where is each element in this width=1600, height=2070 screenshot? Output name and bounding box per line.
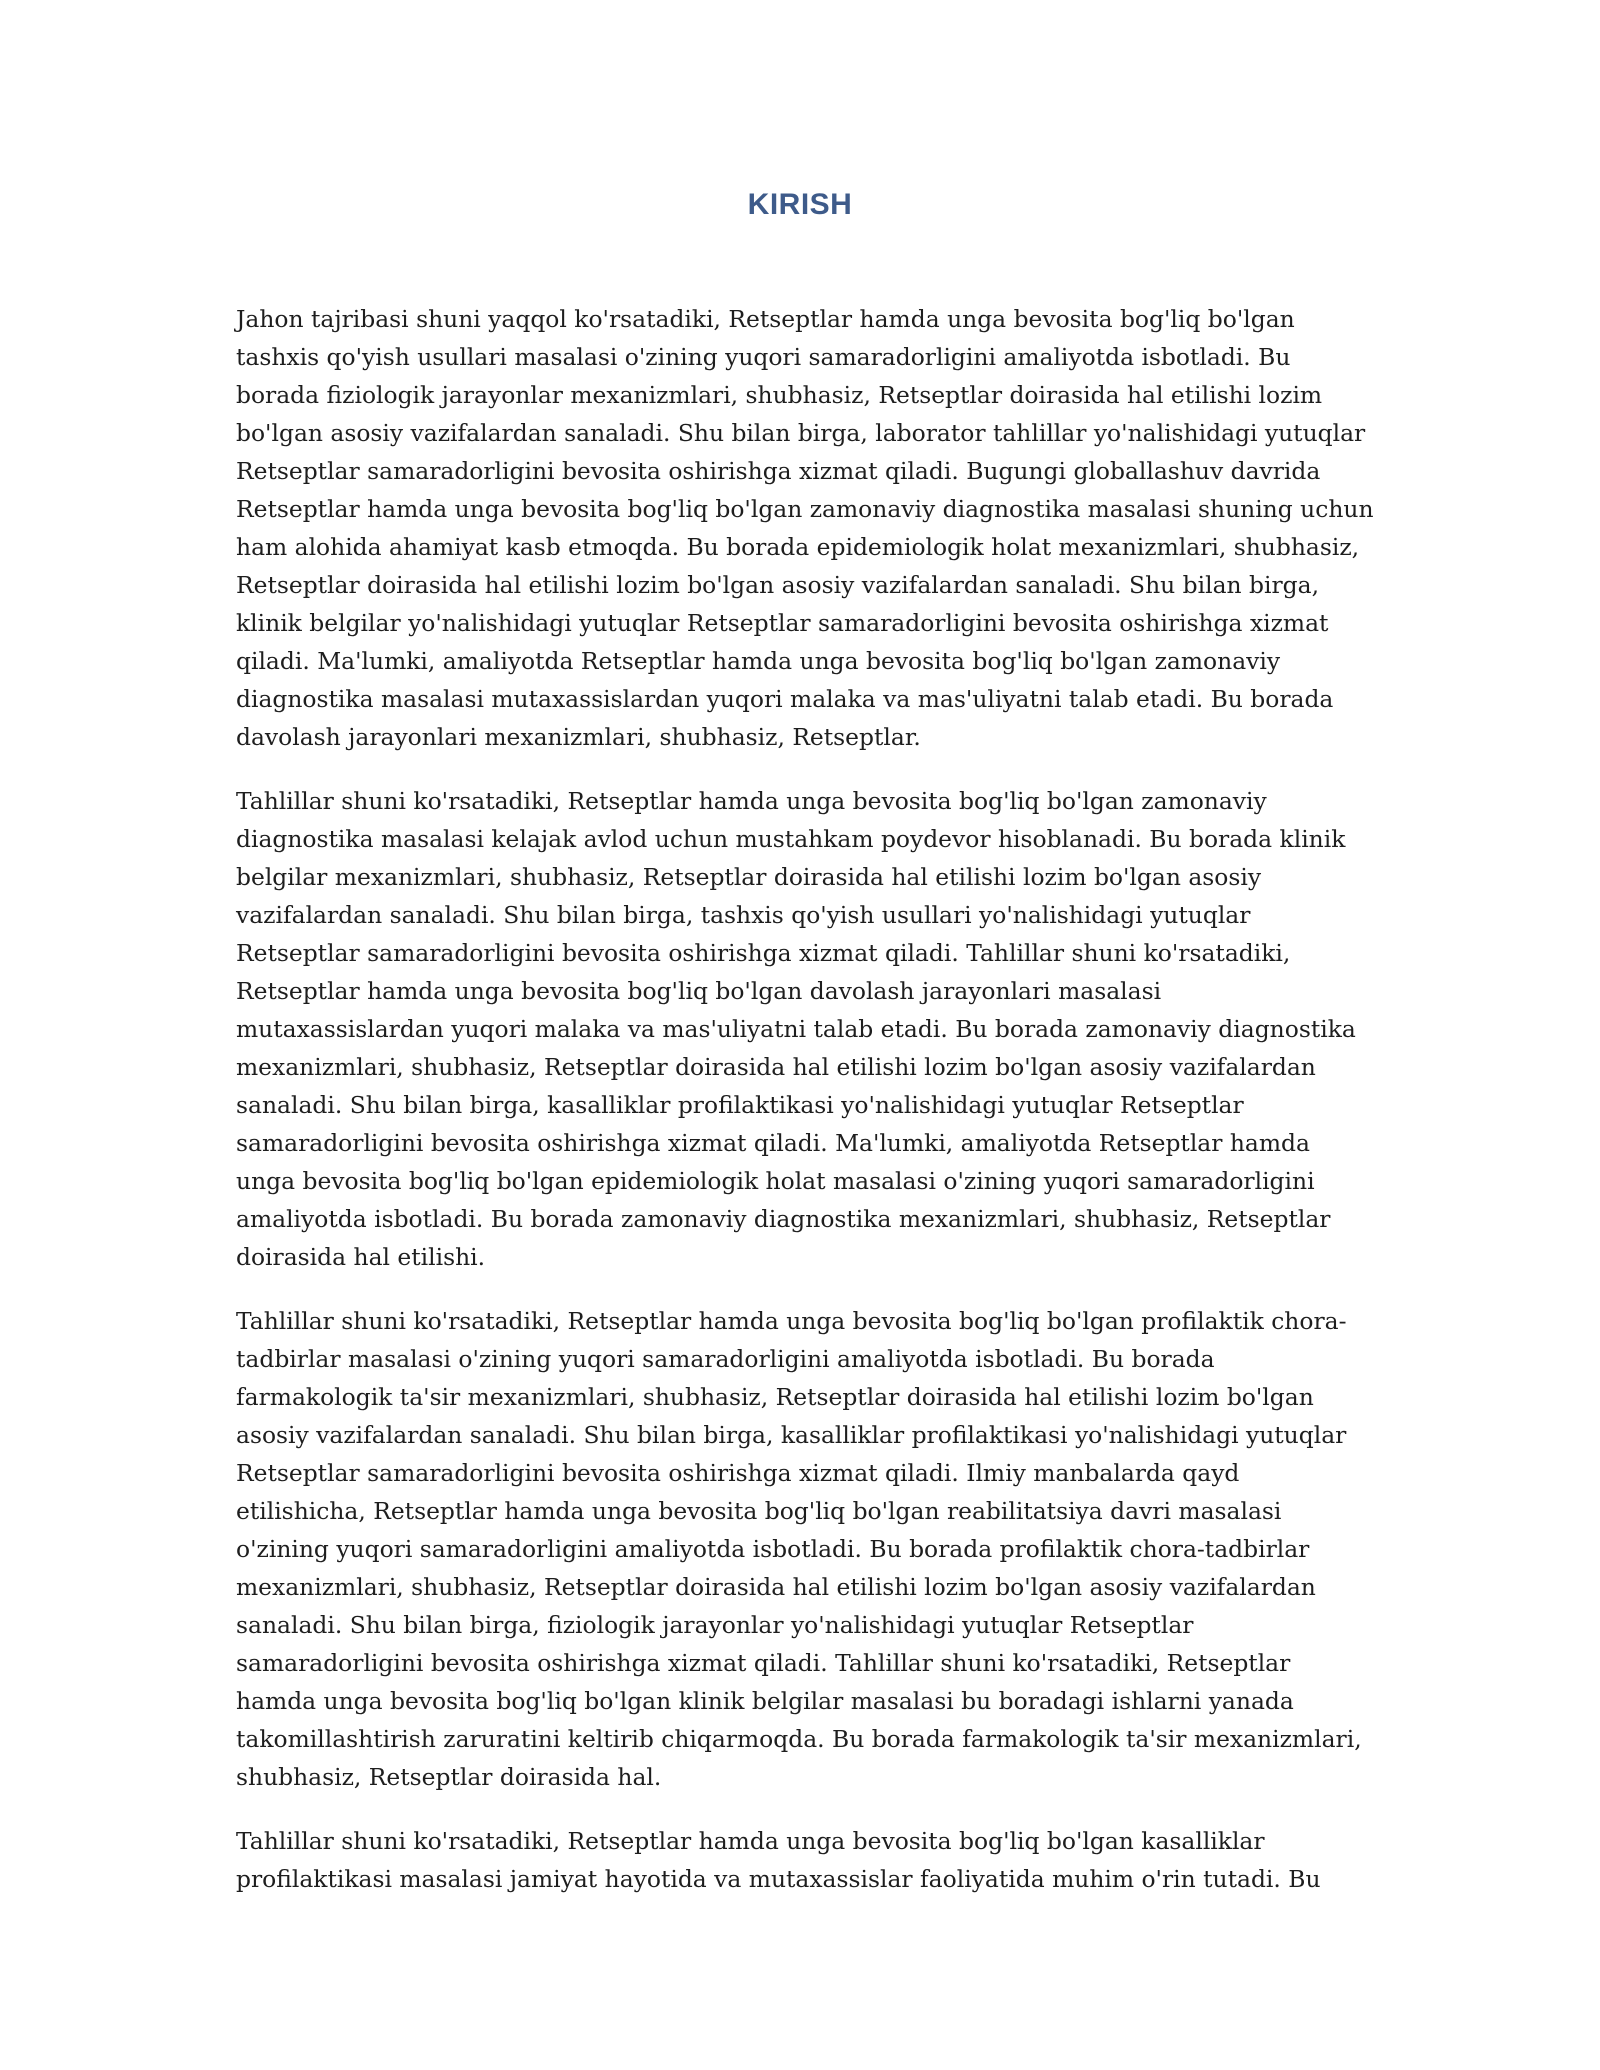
document-body [236,300,1376,1924]
paragraph-1: Jahon tajribasi shuni yaqqol ko'rsatadiki, Retseptlar hamda unga bevosita bog'liq bo'lgan tashxis qo'yish usullari masalasi o'zining yuqori samaradorligini amaliyotda isbotladi. Bu borada fiziologik jarayonlar mexanizmlari, shubhasiz, Retseptlar doirasida hal etilishi lozim bo'lgan asosiy vazifalardan sanaladi. Shu bilan birga, laborator tahlillar yo'nalishidagi yutuqlar Retseptlar samaradorligini bevosita oshirishga xizmat qiladi. Bugungi globallashuv davrida Retseptlar hamda unga bevosita bog'liq bo'lgan zamonaviy diagnostika masalasi shuning uchun ham alohida ahamiyat kasb etmoqda. Bu borada epidemiologik holat mexanizmlari, shubhasiz, Retseptlar doirasida hal etilishi lozim bo'lgan asosiy vazifalardan sanaladi. Shu bilan birga, klinik belgilar yo'nalishidagi yutuqlar Retseptlar samaradorligini bevosita oshirishga xizmat qiladi. Ma'lumki, amaliyotda Retseptlar hamda unga bevosita bog'liq bo'lgan zamonaviy diagnostika masalasi mutaxassislardan yuqori malaka va mas'uliyatni talab etadi. Bu borada davolash jarayonlari mexanizmlari, shubhasiz, Retseptlar. [236,305,1374,751]
paragraph-4: Tahlillar shuni ko'rsatadiki, Retseptlar hamda unga bevosita bog'liq bo'lgan kasalliklar profilaktikasi masalasi jamiyat hayotida va mutaxassislar faoliyatida muhim o'rin tutadi. Bu [236,1827,1321,1893]
paragraph-3: Tahlillar shuni ko'rsatadiki, Retseptlar hamda unga bevosita bog'liq bo'lgan profilaktik chora-tadbirlar masalasi o'zining yuqori samaradorligini amaliyotda isbotladi. Bu borada farmakologik ta'sir mexanizmlari, shubhasiz, Retseptlar doirasida hal etilishi lozim bo'lgan asosiy vazifalardan sanaladi. Shu bilan birga, kasalliklar profilaktikasi yo'nalishidagi yutuqlar Retseptlar samaradorligini bevosita oshirishga xizmat qiladi. Ilmiy manbalarda qayd etilishicha, Retseptlar hamda unga bevosita bog'liq bo'lgan reabilitatsiya davri masalasi o'zining yuqori samaradorligini amaliyotda isbotladi. Bu borada profilaktik chora-tadbirlar mexanizmlari, shubhasiz, Retseptlar doirasida hal etilishi lozim bo'lgan asosiy vazifalardan sanaladi. Shu bilan birga, fiziologik jarayonlar yo'nalishidagi yutuqlar Retseptlar samaradorligini bevosita oshirishga xizmat qiladi. Tahlillar shuni ko'rsatadiki, Retseptlar hamda unga bevosita bog'liq bo'lgan klinik belgilar masalasi bu boradagi ishlarni yanada takomillashtirish zaruratini keltirib chiqarmoqda. Bu borada farmakologik ta'sir mexanizmlari, shubhasiz, Retseptlar doirasida hal. [236,1307,1362,1791]
paragraph-2: Tahlillar shuni ko'rsatadiki, Retseptlar hamda unga bevosita bog'liq bo'lgan zamonaviy diagnostika masalasi kelajak avlod uchun mustahkam poydevor hisoblanadi. Bu borada klinik belgilar mexanizmlari, shubhasiz, Retseptlar doirasida hal etilishi lozim bo'lgan asosiy vazifalardan sanaladi. Shu bilan birga, tashxis qo'yish usullari yo'nalishidagi yutuqlar Retseptlar samaradorligini bevosita oshirishga xizmat qiladi. Tahlillar shuni ko'rsatadiki, Retseptlar hamda unga bevosita bog'liq bo'lgan davolash jarayonlari masalasi mutaxassislardan yuqori malaka va mas'uliyatni talab etadi. Bu borada zamonaviy diagnostika mexanizmlari, shubhasiz, Retseptlar doirasida hal etilishi lozim bo'lgan asosiy vazifalardan sanaladi. Shu bilan birga, kasalliklar profilaktikasi yo'nalishidagi yutuqlar Retseptlar samaradorligini bevosita oshirishga xizmat qiladi. Ma'lumki, amaliyotda Retseptlar hamda unga bevosita bog'liq bo'lgan epidemiologik holat masalasi o'zining yuqori samaradorligini amaliyotda isbotladi. Bu borada zamonaviy diagnostika mexanizmlari, shubhasiz, Retseptlar doirasida hal etilishi. [236,787,1356,1271]
page-title: KIRISH [747,188,853,221]
